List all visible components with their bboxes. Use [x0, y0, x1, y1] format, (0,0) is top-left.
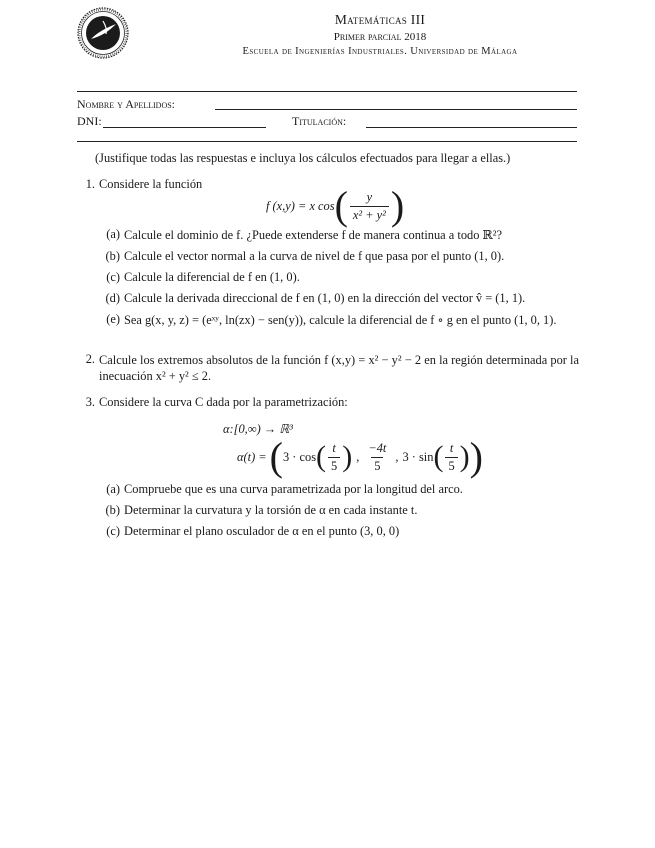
item-1b-label: (b) — [105, 249, 120, 263]
problem-1-intro: Considere la función — [99, 177, 203, 191]
curve-component-3-prefix: 3 · sin — [402, 449, 434, 464]
dni-field[interactable] — [103, 127, 266, 128]
degree-field[interactable] — [366, 127, 577, 128]
curve-lhs: α(t) = — [237, 449, 267, 464]
item-3a-label: (a) — [106, 482, 120, 496]
item-1e-text: Sea g(x, y, z) = (eˣʸ, ln(zx) − sen(y)), calcule la diferencial de f ∘ g en el punto (1, 0, 1). — [124, 313, 557, 327]
c2-denominator: 5 — [371, 457, 383, 474]
item-3a-text: Compruebe que es una curva parametrizada por la longitud del arco. — [124, 482, 463, 496]
c1-denominator: 5 — [328, 457, 340, 474]
item-1c-text: Calcule la diferencial de f en (1, 0). — [124, 270, 300, 284]
problem-2-number: 2. — [85, 352, 95, 366]
curve-formula: α(t) = ( 3 · cos ( $\frac{t}{5}$ ) , $\frac{-4t}{5}$ , 3 · sin ( $\frac{t}{5}$ ) ) — [237, 434, 483, 479]
item-1d-text: Calcule la derivada direccional de f en (1, 0) en la dirección del vector v̂ = (1, 1). — [124, 291, 526, 305]
item-3c-label: (c) — [106, 524, 120, 538]
problem-2-text: Calcule los extremos absolutos de la función f (x,y) = x² − y² − 2 en la región determinada por la inecuación x² + y² ≤ 2. — [99, 353, 579, 383]
name-field[interactable] — [215, 109, 577, 110]
school-name: Escuela de Ingenierías Industriales. Universidad de Málaga — [242, 46, 518, 57]
problem-3-intro: Considere la curva C dada por la parametrización: — [99, 395, 348, 409]
formula-denominator: x² + y² — [350, 206, 389, 223]
item-3b-label: (b) — [105, 503, 120, 517]
curve-component-3-fraction — [445, 441, 457, 474]
university-seal-icon — [76, 6, 130, 60]
exam-title: Matemáticas III — [334, 12, 426, 27]
dni-label: DNI: — [77, 114, 102, 128]
c3-denominator: 5 — [445, 457, 457, 474]
item-1c-label: (c) — [106, 270, 120, 284]
item-3c-text: Determinar el plano osculador de α en el punto (3, 0, 0) — [124, 524, 400, 538]
c3-numerator: t — [449, 440, 454, 455]
item-1e-label: (e) — [106, 312, 120, 326]
item-3b-text: Determinar la curvatura y la torsión de α en cada instante t. — [124, 503, 418, 517]
problem-1-number: 1. — [85, 177, 95, 191]
item-1b-text: Calcule el vector normal a la curva de nivel de f que pasa por el punto (1, 0). — [124, 249, 505, 263]
item-1d-label: (d) — [105, 291, 120, 305]
formula-numerator: y — [366, 189, 373, 204]
curve-component-1-prefix: 3 · cos — [283, 449, 317, 464]
item-1a-label: (a) — [106, 227, 120, 241]
formula-lhs: f (x,y) = x cos — [266, 198, 335, 213]
instructions: (Justifique todas las respuestas e incluya los cálculos efectuados para llegar a ellas.) — [95, 151, 511, 165]
top-divider — [77, 91, 577, 92]
item-1a-text: Calcule el dominio de f. ¿Puede extenderse f de manera continua a todo ℝ²? — [124, 228, 503, 242]
curve-map: α:[0,∞) → ℝ³ — [223, 422, 293, 436]
curve-component-2-fraction — [365, 441, 389, 474]
bottom-divider — [77, 141, 577, 142]
c2-numerator: −4t — [368, 440, 387, 455]
c1-numerator: t — [332, 440, 336, 455]
degree-label: Titulación: — [292, 114, 347, 128]
curve-component-1-fraction — [328, 441, 340, 474]
problem-1-formula: f (x,y) = x cos ( $\frac{y}{\text{x² + y²}}$ ) — [266, 183, 405, 228]
exam-subtitle: Primer parcial 2018 — [333, 31, 427, 43]
problem-3-number: 3. — [85, 395, 95, 409]
formula-fraction — [350, 190, 389, 223]
name-label: Nombre y Apellidos: — [77, 97, 176, 111]
